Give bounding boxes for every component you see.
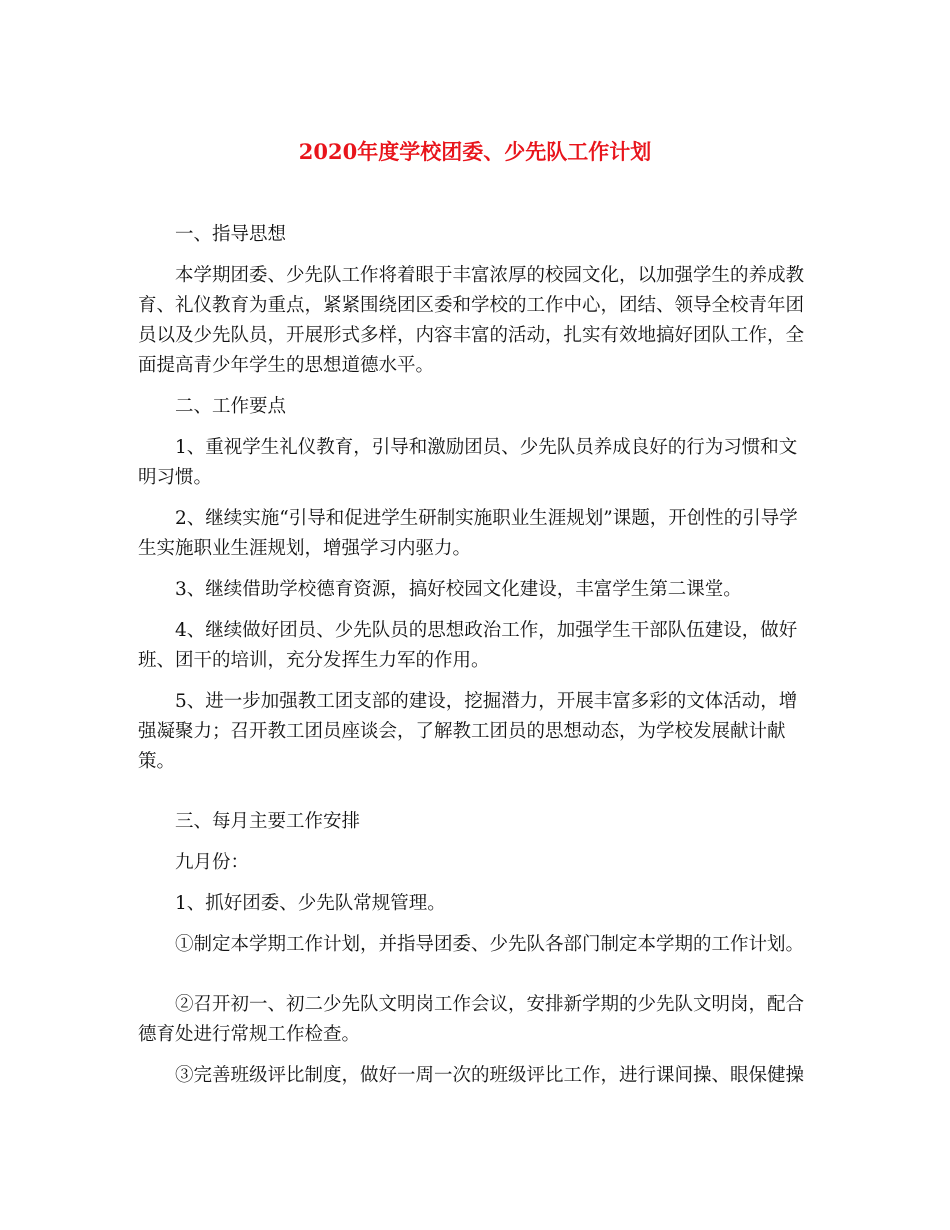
- section-heading-guiding-ideology: 一、指导思想: [175, 224, 287, 245]
- september-subitem-1: ①制定本学期工作计划，并指导团委、少先队各部门制定本学期的工作计划。: [175, 934, 805, 955]
- work-point-2: 2、继续实施“引导和促进学生研制实施职业生涯规划”课题，开创性的引导学生实施职业生涯规划，增强学习内驱力。: [138, 508, 798, 559]
- september-subitem-2: ②召开初一、初二少先队文明岗工作会议，安排新学期的少先队文明岗，配合德育处进行常规工作检查。: [138, 994, 805, 1045]
- document-body: [138, 220, 814, 1102]
- september-subitem-3: ③完善班级评比制度，做好一周一次的班级评比工作，进行课间操、眼保健操: [175, 1065, 805, 1086]
- month-heading-september: 九月份：: [175, 852, 250, 873]
- paragraph-guiding-ideology: 本学期团委、少先队工作将着眼于丰富浓厚的校园文化，以加强学生的养成教育、礼仪教育为重点，紧紧围绕团区委和学校的工作中心，团结、领导全校青年团员以及少先队员，开展形式多样，内容丰富的活动，扎实有效地搞好团队工作，全面提高青少年学生的思想道德水平。: [138, 265, 805, 376]
- document-title: 2020年度学校团委、少先队工作计划: [298, 139, 652, 164]
- work-point-1: 1、重视学生礼仪教育，引导和激励团员、少先队员养成良好的行为习惯和文明习惯。: [138, 437, 798, 488]
- work-point-5: 5、进一步加强教工团支部的建设，挖掘潜力，开展丰富多彩的文体活动，增强凝聚力；召开教工团员座谈会，了解教工团员的思想动态，为学校发展献计献策。: [138, 691, 798, 772]
- work-point-4: 4、继续做好团员、少先队员的思想政治工作，加强学生干部队伍建设，做好班、团干的培训，充分发挥生力军的作用。: [138, 620, 798, 671]
- section-heading-monthly-schedule: 三、每月主要工作安排: [175, 811, 361, 832]
- section-heading-work-points: 二、工作要点: [175, 396, 287, 417]
- work-point-3: 3、继续借助学校德育资源，搞好校园文化建设，丰富学生第二课堂。: [175, 579, 742, 600]
- september-item-1: 1、抓好团委、少先队常规管理。: [175, 893, 446, 914]
